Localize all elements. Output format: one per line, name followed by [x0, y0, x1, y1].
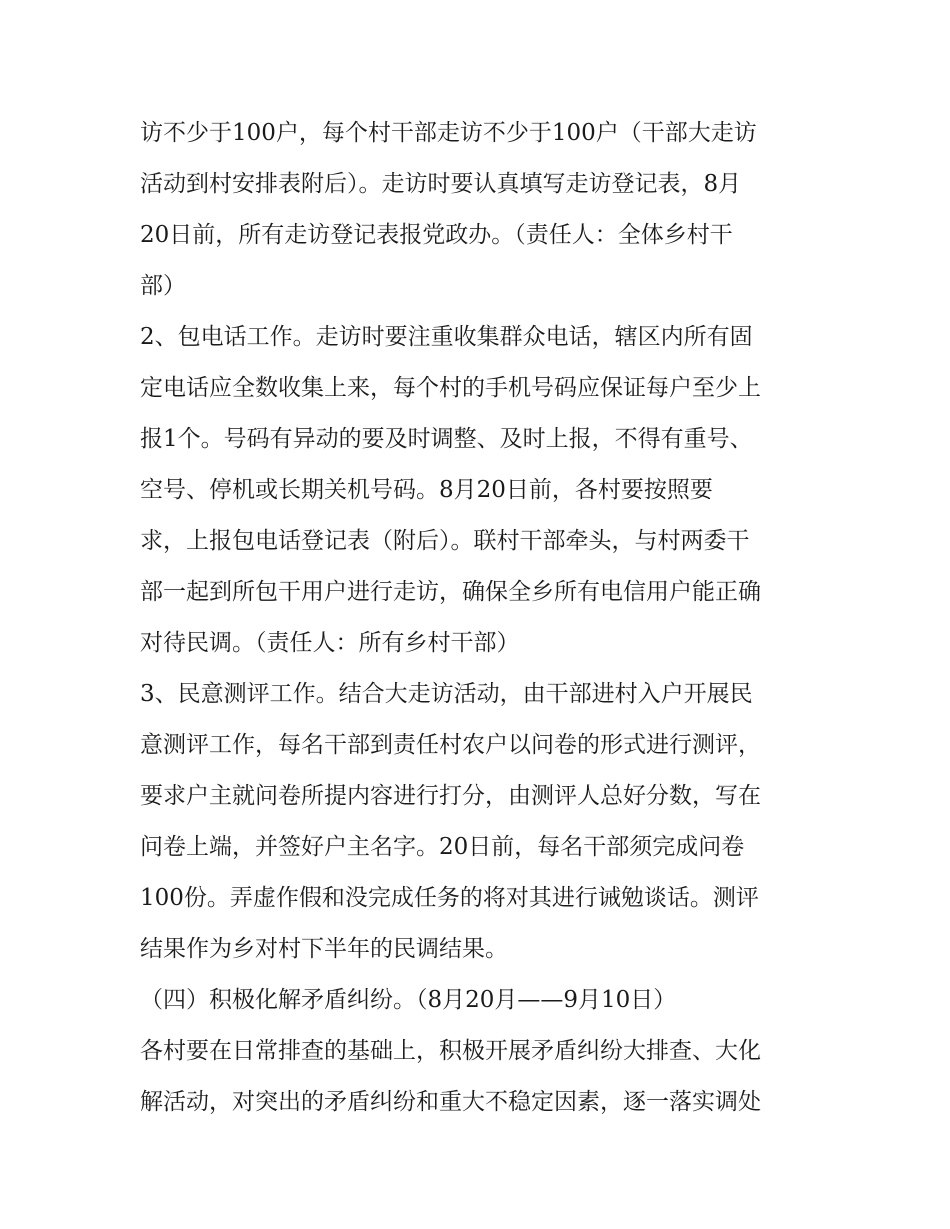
text-line: 3、民意测评工作。结合大走访活动，由干部进村入户开展民: [140, 681, 753, 707]
text-line: 访不少于100户，每个村干部走访不少于100户（干部大走访: [140, 120, 757, 146]
text-line: 对待民调。（责任人：所有乡村干部）: [140, 630, 520, 656]
text-line: 空号、停机或长期关机号码。8月20日前，各村要按照要: [140, 477, 713, 503]
text-line: 定电话应全数收集上来，每个村的手机号码应保证每户至少上: [140, 375, 761, 401]
text-line: 结果作为乡对村下半年的民调结果。: [140, 936, 508, 962]
text-line: 活动到村安排表附后）。走访时要认真填写走访登记表，8月: [140, 171, 742, 197]
text-line: 部一起到所包干用户进行走访，确保全乡所有电信用户能正确: [140, 579, 761, 605]
text-line: 2、包电话工作。走访时要注重收集群众电话，辖区内所有固: [140, 324, 753, 350]
text-line: 求，上报包电话登记表（附后）。联村干部牵头，与村两委干: [140, 528, 750, 554]
text-line: 100份。弄虚作假和没完成任务的将对其进行诫勉谈话。测评: [140, 885, 759, 911]
text-line: 意测评工作，每名干部到责任村农户以问卷的形式进行测评，: [140, 732, 761, 758]
text-line: 问卷上端，并签好户主名字。20日前，每名干部须完成问卷: [140, 834, 745, 860]
text-line: 解活动，对突出的矛盾纠纷和重大不稳定因素，逐一落实调处: [140, 1089, 761, 1115]
text-line: 各村要在日常排查的基础上，积极开展矛盾纠纷大排查、大化: [140, 1038, 761, 1064]
text-line: 部）: [140, 273, 186, 299]
text-line: 报1个。号码有异动的要及时调整、及时上报，不得有重号、: [140, 426, 753, 452]
text-line: （四）积极化解矛盾纠纷。（8月20月——9月10日）: [140, 987, 677, 1013]
text-line: 20日前，所有走访登记表报党政办。（责任人：全体乡村干: [140, 222, 733, 248]
text-line: 要求户主就问卷所提内容进行打分，由测评人总好分数，写在: [140, 783, 761, 809]
document-body: [140, 108, 820, 1128]
